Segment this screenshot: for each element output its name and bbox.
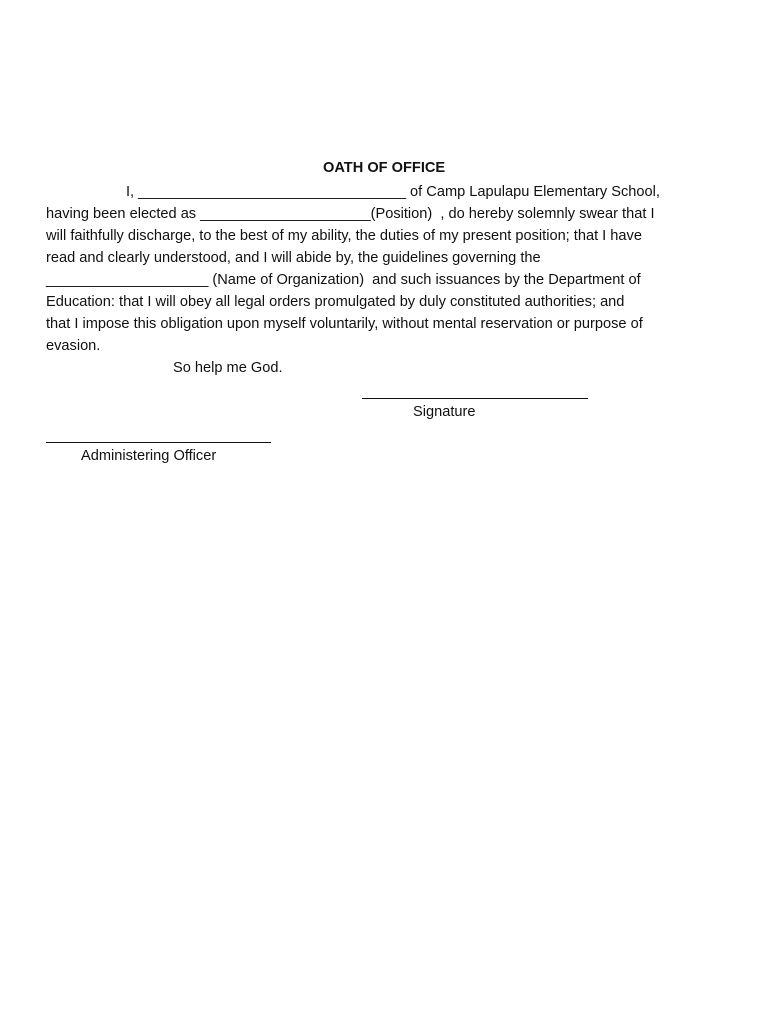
oath-body-line-5: ____________________ (Name of Organization) and such issuances by the Department of: [46, 272, 641, 288]
oath-body-line-7: that I impose this obligation upon myself voluntarily, without mental reservation or purpose of: [46, 316, 643, 332]
signature-line: [362, 398, 588, 399]
oath-body-line-3: will faithfully discharge, to the best of my ability, the duties of my present position; that I have: [46, 228, 642, 244]
oath-body-line-8: evasion.: [46, 338, 101, 354]
oath-body-line-6: Education: that I will obey all legal orders promulgated by duly constituted authorities; and: [46, 294, 625, 310]
oath-body-line-2: having been elected as _____________________(Position) , do hereby solemnly swear that I: [46, 206, 655, 222]
administering-officer-line: [46, 442, 271, 443]
closing-text: So help me God.: [173, 360, 283, 376]
oath-body-line-4: read and clearly understood, and I will abide by, the guidelines governing the: [46, 250, 541, 266]
signature-label: Signature: [413, 404, 476, 420]
oath-body-line-1: I, _________________________________ of Camp Lapulapu Elementary School,: [126, 184, 660, 200]
administering-officer-label: Administering Officer: [81, 448, 217, 464]
document-title: OATH OF OFFICE: [323, 160, 446, 176]
